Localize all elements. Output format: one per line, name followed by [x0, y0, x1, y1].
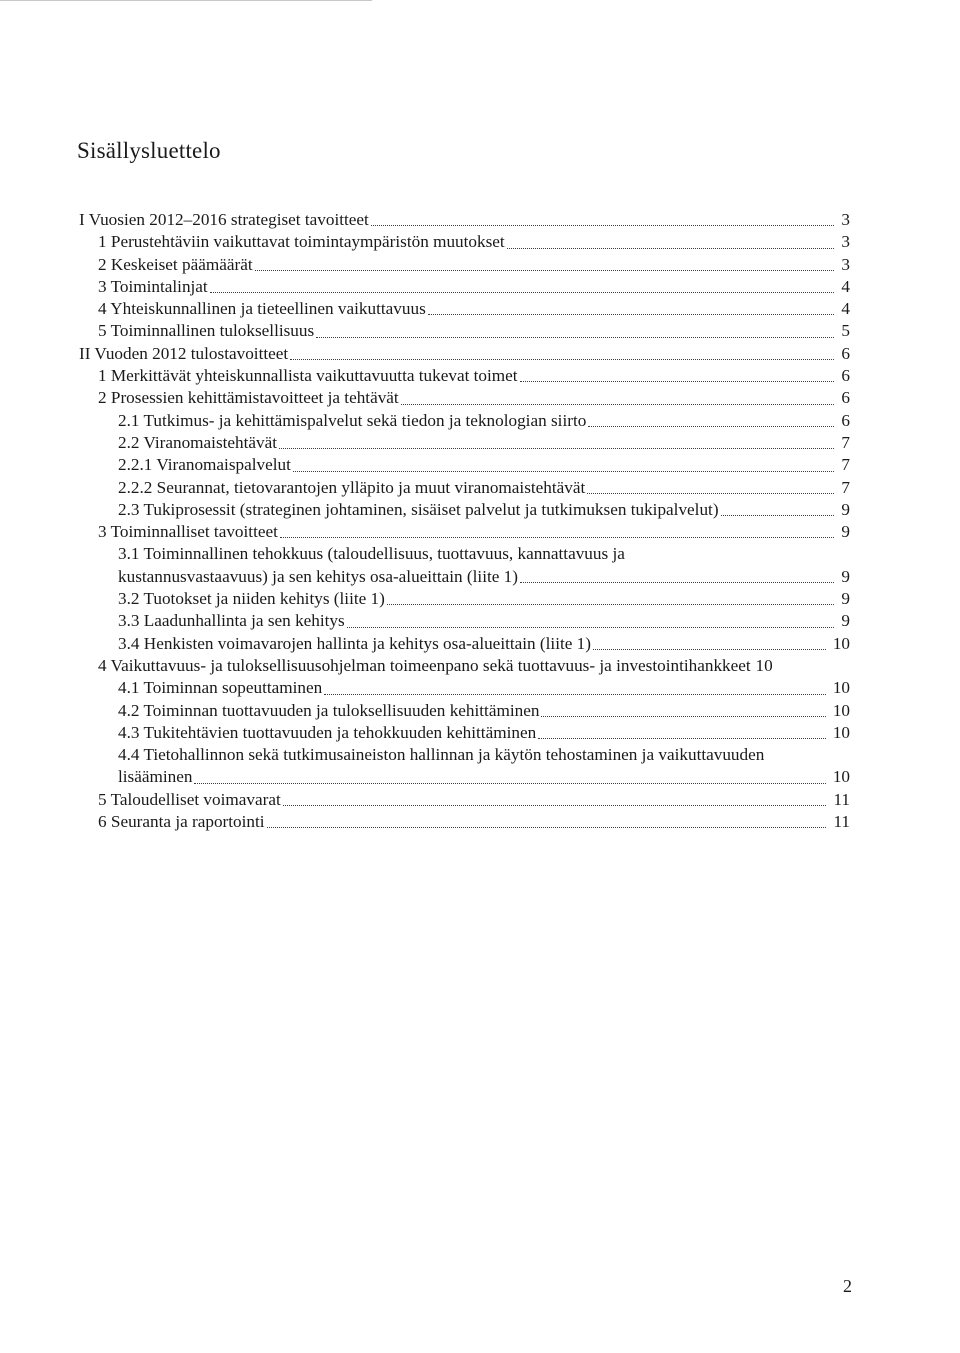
- toc-entry-title: 1 Perustehtäviin vaikuttavat toimintaympäristön muutokset: [98, 232, 505, 252]
- toc-entry-page: 9: [841, 499, 850, 519]
- toc-entry[interactable]: [0, 387, 960, 409]
- toc-entry[interactable]: [0, 543, 960, 588]
- dot-leader: [538, 738, 826, 739]
- dot-leader: [279, 448, 834, 449]
- toc-entry-page: 7: [841, 455, 850, 475]
- dot-leader: [280, 537, 834, 538]
- toc-entry-title: 2.2.2 Seurannat, tietovarantojen ylläpito ja muut viranomaistehtävät: [118, 477, 586, 497]
- dot-leader: [541, 716, 826, 717]
- toc-entry-title: 3 Toiminnalliset tavoitteet: [98, 522, 278, 542]
- toc-entry[interactable]: [0, 677, 960, 699]
- toc-entry-page: 4: [841, 299, 850, 319]
- dot-leader: [587, 493, 834, 494]
- toc-entry[interactable]: [0, 298, 960, 320]
- toc-entry-title-line1: 3.1 Toiminnallinen tehokkuus (taloudellisuus, tuottavuus, kannattavuus ja: [118, 544, 625, 564]
- dot-leader: [520, 381, 834, 382]
- toc-entry-page: 9: [841, 611, 850, 631]
- toc-entry-page: 3: [841, 210, 850, 229]
- toc-entry[interactable]: [0, 454, 960, 476]
- toc-entry-page: 7: [841, 477, 850, 497]
- toc-entry-page: 9: [841, 589, 850, 609]
- toc-entry[interactable]: [0, 811, 960, 833]
- toc-entry-page: 10: [755, 655, 773, 675]
- dot-leader: [194, 783, 826, 784]
- toc-entry-title: 5 Toiminnallinen tuloksellisuus: [98, 321, 315, 341]
- toc-entry-title: 2 Keskeiset päämäärät: [98, 254, 253, 274]
- page-number: 2: [843, 1276, 852, 1296]
- dot-leader: [401, 404, 834, 405]
- toc-entry-title: lisääminen: [118, 767, 193, 787]
- dot-leader: [316, 337, 834, 338]
- dot-leader: [210, 292, 834, 293]
- toc-entry[interactable]: [0, 276, 960, 298]
- toc-entry-page: 3: [841, 232, 850, 252]
- toc-entry-page: 4: [841, 276, 850, 296]
- toc-entry-title-line1: 4.4 Tietohallinnon sekä tutkimusaineiston hallinnan ja käytön tehostaminen ja vaikuttavuuden: [118, 745, 765, 765]
- toc-entry-title: 3 Toimintalinjat: [98, 276, 208, 296]
- dot-leader: [428, 314, 834, 315]
- toc-entry-title: 2 Prosessien kehittämistavoitteet ja tehtävät: [98, 388, 399, 408]
- toc-entry[interactable]: [0, 633, 960, 655]
- toc-entry-page: 6: [841, 388, 850, 408]
- toc-entry-title: 2.1 Tutkimus- ja kehittämispalvelut sekä tiedon ja teknologian siirto: [118, 410, 587, 430]
- toc-entry[interactable]: [0, 588, 960, 610]
- toc-entry-page: 6: [841, 343, 850, 363]
- toc-entry-page: 11: [833, 812, 850, 832]
- toc-entry-title: 3.3 Laadunhallinta ja sen kehitys: [118, 611, 345, 631]
- toc-entry-title: 4.2 Toiminnan tuottavuuden ja tuloksellisuuden kehittäminen: [118, 700, 540, 720]
- toc-entry[interactable]: [0, 365, 960, 387]
- toc-entry-page: 6: [841, 366, 850, 386]
- dot-leader: [267, 827, 826, 828]
- toc-entry[interactable]: [0, 432, 960, 454]
- toc-entry[interactable]: [0, 521, 960, 543]
- toc-entry[interactable]: [0, 610, 960, 632]
- toc-entry[interactable]: [0, 499, 960, 521]
- page-title: Sisällysluettelo: [77, 138, 221, 163]
- toc-entry-page: 9: [841, 566, 850, 586]
- dot-leader: [283, 805, 826, 806]
- toc-entry-page: 11: [833, 789, 850, 809]
- dot-leader: [347, 627, 834, 628]
- toc-entry[interactable]: [0, 320, 960, 342]
- top-rule: [0, 0, 372, 1]
- toc-entry[interactable]: [0, 700, 960, 722]
- toc-entry-page: 10: [832, 678, 850, 698]
- dot-leader: [507, 248, 834, 249]
- toc-entry-title: II Vuoden 2012 tulostavoitteet: [79, 343, 289, 363]
- toc-entry-title: 4.1 Toiminnan sopeuttaminen: [118, 678, 323, 698]
- dot-leader: [593, 649, 826, 650]
- toc-entry-title: 6 Seuranta ja raportointi: [98, 812, 265, 832]
- dot-leader: [588, 426, 834, 427]
- toc-entry[interactable]: [0, 655, 960, 677]
- toc-entry-title: 4.3 Tukitehtävien tuottavuuden ja tehokkuuden kehittäminen: [118, 722, 537, 742]
- toc-entry-page: 9: [841, 522, 850, 542]
- toc-entry-page: 3: [841, 254, 850, 274]
- dot-leader: [387, 604, 834, 605]
- toc-entry[interactable]: [0, 477, 960, 499]
- toc-entry-title: I Vuosien 2012–2016 strategiset tavoitteet: [79, 210, 369, 229]
- toc-entry-title: 4 Vaikuttavuus- ja tuloksellisuusohjelman toimeenpano sekä tuottavuus- ja investointihankkeet: [98, 655, 751, 675]
- dot-leader: [520, 582, 834, 583]
- toc-entry[interactable]: [0, 254, 960, 276]
- toc-entry[interactable]: [0, 722, 960, 744]
- toc-entry-title: 2.3 Tukiprosessit (strateginen johtaminen, sisäiset palvelut ja tutkimuksen tukipalvelut): [118, 499, 719, 519]
- toc-entry[interactable]: [0, 789, 960, 811]
- toc-entry-title: 3.4 Henkisten voimavarojen hallinta ja kehitys osa-alueittain (liite 1): [118, 633, 592, 653]
- toc-entry[interactable]: [0, 410, 960, 432]
- toc-entry-title: 1 Merkittävät yhteiskunnallista vaikuttavuutta tukevat toimet: [98, 366, 518, 386]
- toc-entry-page: 10: [832, 767, 850, 787]
- toc-entry-title: kustannusvastaavuus) ja sen kehitys osa-alueittain (liite 1): [118, 566, 518, 586]
- toc-entry-title: 3.2 Tuotokset ja niiden kehitys (liite 1): [118, 589, 385, 609]
- dot-leader: [293, 471, 834, 472]
- toc-entry[interactable]: [0, 231, 960, 253]
- toc-entry-page: 6: [841, 410, 850, 430]
- toc-entry-title: 2.2.1 Viranomaispalvelut: [118, 455, 291, 475]
- dot-leader: [324, 694, 826, 695]
- table-of-contents: [0, 209, 960, 833]
- dot-leader: [255, 270, 834, 271]
- toc-entry-title: 5 Taloudelliset voimavarat: [98, 789, 281, 809]
- toc-entry[interactable]: [0, 209, 960, 231]
- toc-entry-title: 2.2 Viranomaistehtävät: [118, 432, 278, 452]
- toc-entry-page: 7: [841, 432, 850, 452]
- toc-entry[interactable]: [0, 744, 960, 789]
- toc-entry[interactable]: [0, 343, 960, 365]
- dot-leader: [371, 225, 834, 226]
- dot-leader: [721, 515, 834, 516]
- toc-entry-title: 4 Yhteiskunnallinen ja tieteellinen vaikuttavuus: [98, 299, 426, 319]
- toc-entry-page: 10: [832, 700, 850, 720]
- dot-leader: [290, 359, 834, 360]
- toc-entry-page: 10: [832, 633, 850, 653]
- toc-entry-page: 5: [841, 321, 850, 341]
- toc-entry-page: 10: [832, 722, 850, 742]
